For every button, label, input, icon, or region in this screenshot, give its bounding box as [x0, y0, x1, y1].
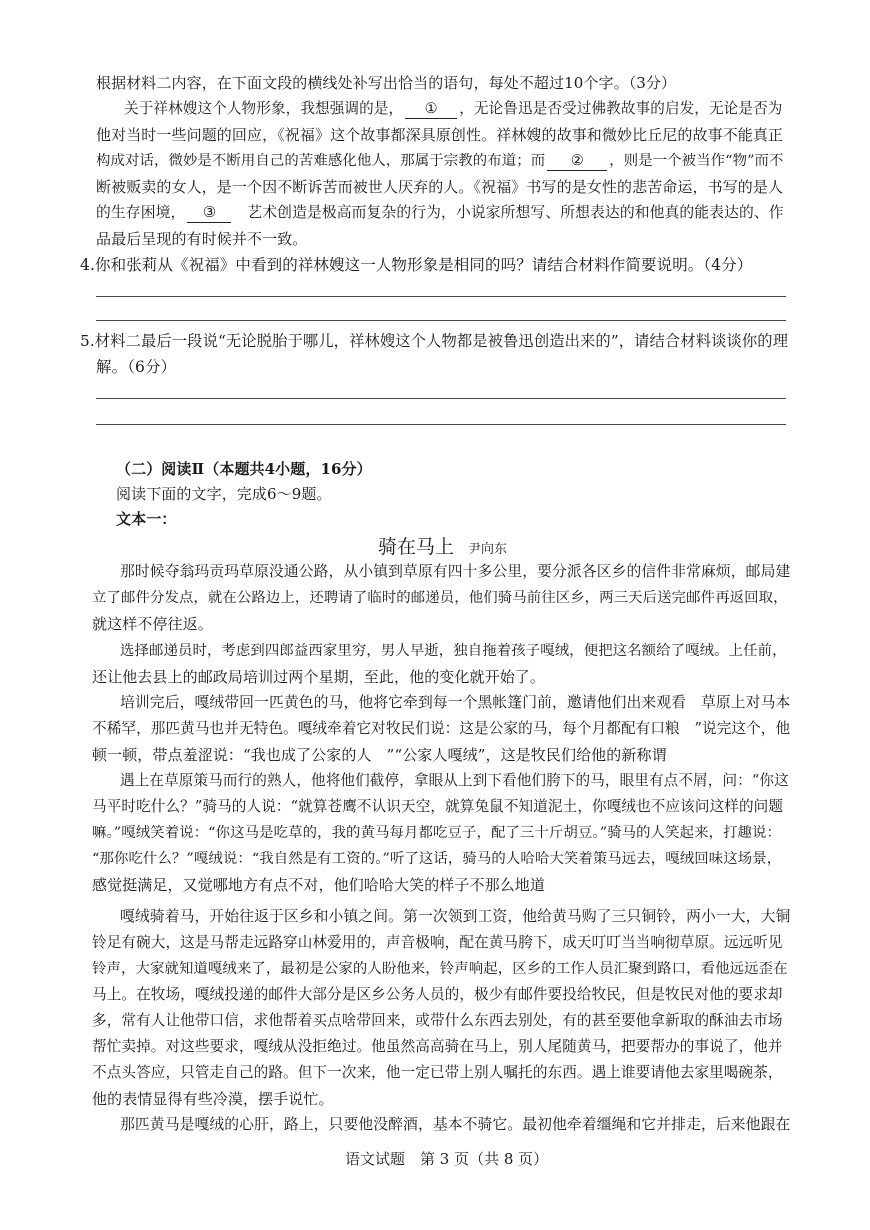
story-line: 那匹黄马是嘎绒的心肝，路上，只要他没醉酒，基本不骑它。最初他牵着缰绳和它并排走，后来他跟在	[120, 1116, 791, 1133]
story-line: 感觉挺满足，又觉哪地方有点不对，他们哈哈大笑的样子不那么地道	[92, 876, 546, 894]
story-line: 多，常有人让他带口信，求他帮着买点啥带回来，或带什么东西去别处，有的甚至要他拿新取的酥油去市场	[92, 1012, 783, 1029]
q3-text: 关于祥林嫂这个人物形象，我想强调的是，	[124, 100, 404, 117]
page-footer: 语文试题 第 3 页（共 8 页）	[345, 1150, 549, 1168]
q3-instruction: 根据材料二内容，在下面文段的横线处补写出恰当的语句，每处不超过10个字。（3分）	[96, 74, 677, 92]
answer-line-q5-1[interactable]	[96, 398, 786, 399]
story-line: 不点头答应，只管走自己的路。但下一次来，他一定已带上别人嘱托的东西。遇上谁要请他去家里喝碗茶，	[92, 1064, 783, 1081]
q3-line-1	[124, 98, 782, 120]
answer-line-q4-1[interactable]	[96, 296, 786, 297]
story-line: 嘛。”嘎绒笑着说：“你这马是吃草的，我的黄马每月都吃豆子，配了三十斤胡豆。”骑马的人笑起来，打趣说：	[92, 825, 782, 841]
story-line: 那时候夺翁玛贡玛草原没通公路，从小镇到草原有四十多公里，要分派各区乡的信件非常麻烦，邮局建	[120, 563, 791, 580]
q3-text: ，无论鲁迅是否受过佛教故事的启发，无论是否为	[459, 100, 783, 117]
fill-blank-1[interactable]: ①	[405, 100, 457, 119]
story-line: 帮忙卖掉。对这些要求，嘎绒从没拒绝过。他虽然高高骑在马上，别人尾随黄马，把要帮办的事说了，他并	[92, 1038, 783, 1055]
answer-line-q5-2[interactable]	[96, 424, 786, 425]
story-line: 马上。在牧场，嘎绒投递的邮件大部分是区乡公务人员的，极少有邮件要投给牧民，但是牧民对他的要求却	[92, 986, 783, 1003]
story-line: 还让他去县上的邮政局培训过两个星期，至此，他的变化就开始了。	[92, 668, 546, 686]
text-one-label: 文本一：	[116, 510, 177, 528]
story-title: 骑在马上	[378, 536, 455, 558]
question-5-line-2: 解。（6分）	[96, 358, 177, 376]
q3-text: 的生存困境，	[96, 204, 186, 221]
story-line: 马平时吃什么？”骑马的人说：“就算苍鹰不认识天空，就算兔鼠不知道泥土，你嘎绒也不应该问这样的问题	[92, 798, 784, 815]
section-heading: （二）阅读Ⅱ（本题共4小题，16分）	[116, 460, 372, 478]
section-instruction: 阅读下面的文字，完成6～9题。	[116, 485, 332, 503]
q3-text: ，则是一个被当作“物”而不	[609, 153, 784, 169]
q3-line-6: 品最后呈现的有时候并不一致。	[96, 230, 308, 248]
q3-line-5	[96, 202, 784, 224]
story-line: “那你吃什么？”嘎绒说：“我自然是有工资的。”听了这话，骑马的人哈哈大笑着策马远去，嘎绒回味这场景，	[92, 851, 782, 867]
story-line: 铃足有碗大，这是马帮走远路穿山林爱用的，声音极响，配在黄马胯下，成天叮叮当当响彻草原。远远听见	[92, 934, 783, 951]
story-author: 尹向东	[468, 542, 508, 557]
story-line: 他的表情显得有些冷漠，摆手说忙。	[92, 1090, 334, 1108]
question-4: 4.你和张莉从《祝福》中看到的祥林嫂这一人物形象是相同的吗？请结合材料作简要说明。（4分）	[80, 256, 753, 274]
story-line: 不稀罕，那匹黄马也并无特色。嘎绒牵着它对牧民们说：这是公家的马，每个月都配有口粮 ”说完这个，他	[92, 720, 791, 737]
story-line: 嘎绒骑着马，开始往返于区乡和小镇之间。第一次领到工资，他给黄马购了三只铜铃，两小一大，大铜	[120, 908, 791, 925]
story-line: 顿一顿，带点羞涩说：“我也成了公家的人 ”“公家人嘎绒”，这是牧民们给他的新称谓	[92, 746, 667, 764]
q3-text: 艺术创造是极高而复杂的行为，小说家所想写、所想表达的和他真的能表达的、作	[247, 204, 784, 221]
story-line: 选择邮递员时，考虑到四郎益西家里穷，男人早逝，独自拖着孩子嘎绒，便把这名额给了嘎绒。上任前，	[120, 643, 787, 659]
story-line: 培训完后，嘎绒带回一匹黄色的马，他将它牵到每一个黑帐篷门前，邀请他们出来观看 草原上对马本	[120, 694, 791, 711]
story-title-row	[378, 534, 507, 563]
q3-line-4: 断被贩卖的女人，是一个因不断诉苦而被世人厌弃的人。《祝福》书写的是女性的悲苦命运，书写的是人	[96, 178, 784, 196]
fill-blank-2[interactable]: ②	[547, 152, 607, 171]
question-5-line-1: 5.材料二最后一段说“无论脱胎于哪儿，祥林嫂这个人物都是被鲁迅创造出来的”，请结合材料谈谈你的理	[80, 332, 789, 350]
fill-blank-3[interactable]: ③	[187, 204, 231, 223]
story-line: 就这样不停往返。	[92, 615, 213, 633]
answer-line-q4-2[interactable]	[96, 320, 786, 321]
q3-text: 构成对话，微妙是不断用自己的苦难感化他人，那属于宗教的布道；而	[96, 153, 546, 169]
story-line: 铃声，大家就知道嘎绒来了，最初是公家的人盼他来，铃声响起，区乡的工作人员汇聚到路口，看他远远歪在	[92, 961, 788, 977]
story-line: 遇上在草原策马而行的熟人，他将他们截停，拿眼从上到下看他们胯下的马，眼里有点不屑，问：“你这	[120, 772, 789, 789]
story-line: 立了邮件分发点，就在公路边上，还聘请了临时的邮递员，他们骑马前往区乡，两三天后送完邮件再返回取，	[92, 590, 788, 606]
q3-line-2: 他对当时一些问题的回应，《祝福》这个故事都深具原创性。祥林嫂的故事和微妙比丘尼的故事不能真正	[96, 126, 784, 144]
q3-line-3	[96, 150, 784, 172]
